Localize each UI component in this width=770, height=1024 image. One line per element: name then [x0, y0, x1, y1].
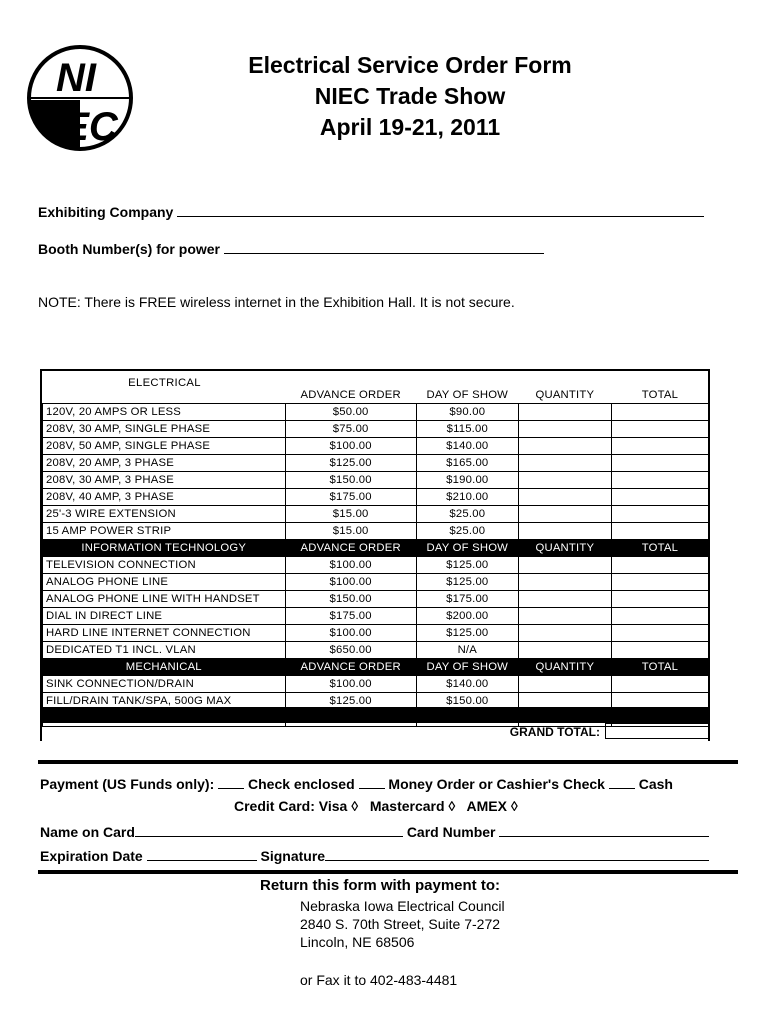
- table-row: [43, 506, 709, 523]
- table-row: [43, 642, 709, 659]
- col-quantity: QUANTITY: [518, 659, 611, 676]
- total-cell[interactable]: [611, 625, 708, 642]
- check-enclosed-label: Check enclosed: [248, 776, 355, 792]
- quantity-cell[interactable]: [518, 591, 611, 608]
- section-header-it: [43, 540, 709, 557]
- total-cell[interactable]: [611, 472, 708, 489]
- exhibiting-company-field[interactable]: [177, 202, 704, 217]
- divider-top: [38, 760, 738, 764]
- total-cell[interactable]: [611, 404, 708, 421]
- expiration-row: [40, 846, 709, 864]
- visa-option[interactable]: Visa ◊: [318, 798, 359, 814]
- return-street: 2840 S. 70th Street, Suite 7-272: [300, 916, 501, 932]
- grand-total-field[interactable]: [605, 723, 709, 739]
- table-footer-bar: [42, 707, 709, 723]
- total-cell[interactable]: [611, 574, 708, 591]
- col-advance-order: ADVANCE ORDER: [285, 659, 416, 676]
- order-table: [42, 387, 709, 727]
- advance-price: $150.00: [285, 591, 416, 608]
- page-title-block: [200, 50, 620, 143]
- item-name: ANALOG PHONE LINE: [43, 574, 286, 591]
- total-cell[interactable]: [611, 438, 708, 455]
- section-heading-mechanical: MECHANICAL: [43, 659, 286, 676]
- col-total: TOTAL: [611, 659, 708, 676]
- quantity-cell[interactable]: [518, 404, 611, 421]
- day-of-show-price: $210.00: [416, 489, 518, 506]
- table-row: [43, 472, 709, 489]
- day-of-show-price: $125.00: [416, 574, 518, 591]
- quantity-cell[interactable]: [518, 642, 611, 659]
- total-cell[interactable]: [611, 523, 708, 540]
- total-cell[interactable]: [611, 591, 708, 608]
- item-name: TELEVISION CONNECTION: [43, 557, 286, 574]
- name-on-card-field[interactable]: [135, 822, 403, 837]
- advance-price: $15.00: [285, 506, 416, 523]
- section-header-mechanical: [43, 659, 709, 676]
- money-order-blank[interactable]: [359, 774, 385, 789]
- quantity-cell[interactable]: [518, 455, 611, 472]
- return-fax: or Fax it to 402-483-4481: [300, 972, 458, 988]
- day-of-show-price: $25.00: [416, 506, 518, 523]
- day-of-show-price: $140.00: [416, 438, 518, 455]
- card-number-field[interactable]: [499, 822, 709, 837]
- total-cell[interactable]: [611, 608, 708, 625]
- quantity-cell[interactable]: [518, 421, 611, 438]
- quantity-cell[interactable]: [518, 438, 611, 455]
- col-advance-order: ADVANCE ORDER: [285, 540, 416, 557]
- table-row: [43, 591, 709, 608]
- total-cell[interactable]: [611, 489, 708, 506]
- logo-text-ec: EC: [62, 105, 118, 149]
- day-of-show-price: $175.00: [416, 591, 518, 608]
- item-name: DIAL IN DIRECT LINE: [43, 608, 286, 625]
- advance-price: $100.00: [285, 557, 416, 574]
- col-day-of-show: DAY OF SHOW: [426, 389, 509, 401]
- page-subtitle: NIEC Trade Show: [314, 83, 506, 109]
- item-name: 208V, 30 AMP, 3 PHASE: [43, 472, 286, 489]
- item-name: 208V, 40 AMP, 3 PHASE: [43, 489, 286, 506]
- col-day-of-show: DAY OF SHOW: [416, 540, 518, 557]
- expiration-field[interactable]: [147, 846, 257, 861]
- table-row: [43, 676, 709, 693]
- col-total: TOTAL: [611, 540, 708, 557]
- quantity-cell[interactable]: [518, 523, 611, 540]
- item-name: 15 AMP POWER STRIP: [43, 523, 286, 540]
- total-cell[interactable]: [611, 455, 708, 472]
- logo-text-ni: NI: [56, 56, 96, 100]
- signature-field[interactable]: [325, 846, 709, 861]
- day-of-show-price: N/A: [416, 642, 518, 659]
- table-row: [43, 574, 709, 591]
- exhibiting-company-row: [38, 202, 704, 220]
- section-heading-electrical: ELECTRICAL: [128, 377, 201, 389]
- day-of-show-price: $190.00: [416, 472, 518, 489]
- money-order-label: Money Order or Cashier's Check: [388, 776, 605, 792]
- item-name: DEDICATED T1 INCL. VLAN: [43, 642, 286, 659]
- table-row: [43, 625, 709, 642]
- total-cell[interactable]: [611, 557, 708, 574]
- advance-price: $125.00: [285, 455, 416, 472]
- item-name: SINK CONNECTION/DRAIN: [43, 676, 286, 693]
- advance-price: $50.00: [285, 404, 416, 421]
- table-row: [43, 438, 709, 455]
- card-number-label: Card Number: [406, 824, 496, 840]
- quantity-cell[interactable]: [518, 472, 611, 489]
- payment-row: [40, 774, 673, 792]
- table-row: [43, 489, 709, 506]
- page-date: April 19-21, 2011: [319, 114, 501, 140]
- divider-bottom: [38, 870, 738, 874]
- advance-price: $100.00: [285, 574, 416, 591]
- advance-price: $175.00: [285, 489, 416, 506]
- quantity-cell[interactable]: [518, 608, 611, 625]
- item-name: 208V, 20 AMP, 3 PHASE: [43, 455, 286, 472]
- section-heading-it: INFORMATION TECHNOLOGY: [43, 540, 286, 557]
- table-row: [43, 608, 709, 625]
- table-row: [43, 557, 709, 574]
- advance-price: $175.00: [285, 608, 416, 625]
- advance-price: $100.00: [285, 625, 416, 642]
- booth-number-row: [38, 239, 544, 257]
- day-of-show-price: $165.00: [416, 455, 518, 472]
- day-of-show-price: $25.00: [416, 523, 518, 540]
- exhibiting-company-label: Exhibiting Company: [38, 204, 174, 220]
- cash-label: Cash: [638, 776, 673, 792]
- advance-price: $15.00: [285, 523, 416, 540]
- name-on-card-label: Name on Card: [40, 824, 135, 840]
- credit-card-row: [234, 798, 518, 814]
- item-name: HARD LINE INTERNET CONNECTION: [43, 625, 286, 642]
- quantity-cell[interactable]: [518, 506, 611, 523]
- advance-price: $650.00: [285, 642, 416, 659]
- check-enclosed-blank[interactable]: [218, 774, 244, 789]
- table-row: [43, 404, 709, 421]
- total-cell[interactable]: [611, 676, 708, 693]
- day-of-show-price: $125.00: [416, 625, 518, 642]
- item-name: ANALOG PHONE LINE WITH HANDSET: [43, 591, 286, 608]
- day-of-show-price: $200.00: [416, 608, 518, 625]
- col-quantity: QUANTITY: [535, 389, 595, 401]
- niec-logo: [26, 44, 134, 152]
- expiration-label: Expiration Date: [40, 848, 143, 864]
- item-name: 208V, 30 AMP, SINGLE PHASE: [43, 421, 286, 438]
- booth-number-label: Booth Number(s) for power: [38, 241, 220, 257]
- advance-price: $100.00: [285, 676, 416, 693]
- cash-blank[interactable]: [609, 774, 635, 789]
- col-advance-order: ADVANCE ORDER: [300, 389, 401, 401]
- col-quantity: QUANTITY: [518, 540, 611, 557]
- quantity-cell[interactable]: [518, 557, 611, 574]
- advance-price: $150.00: [285, 472, 416, 489]
- quantity-cell[interactable]: [518, 489, 611, 506]
- quantity-cell[interactable]: [518, 625, 611, 642]
- quantity-cell[interactable]: [518, 574, 611, 591]
- card-name-row: [40, 822, 709, 840]
- amex-option[interactable]: AMEX ◊: [466, 798, 518, 814]
- day-of-show-price: $150.00: [416, 693, 518, 710]
- day-of-show-price: $90.00: [416, 404, 518, 421]
- day-of-show-price: $140.00: [416, 676, 518, 693]
- table-header-row: [43, 387, 709, 404]
- page-title: Electrical Service Order Form: [248, 52, 572, 78]
- col-total: TOTAL: [641, 389, 679, 401]
- item-name: 208V, 50 AMP, SINGLE PHASE: [43, 438, 286, 455]
- item-name: 120V, 20 AMPS OR LESS: [43, 404, 286, 421]
- advance-price: $125.00: [285, 693, 416, 710]
- booth-number-field[interactable]: [224, 239, 544, 254]
- advance-price: $75.00: [285, 421, 416, 438]
- total-cell[interactable]: [611, 421, 708, 438]
- grand-total-label: GRAND TOTAL:: [509, 725, 600, 739]
- table-row: [43, 455, 709, 472]
- col-day-of-show: DAY OF SHOW: [416, 659, 518, 676]
- total-cell[interactable]: [611, 506, 708, 523]
- day-of-show-price: $125.00: [416, 557, 518, 574]
- table-row: [43, 523, 709, 540]
- table-row: [43, 421, 709, 438]
- return-city: Lincoln, NE 68506: [300, 934, 415, 950]
- item-name: FILL/DRAIN TANK/SPA, 500G MAX: [43, 693, 286, 710]
- return-org: Nebraska Iowa Electrical Council: [300, 898, 505, 914]
- day-of-show-price: $115.00: [416, 421, 518, 438]
- signature-label: Signature: [260, 848, 326, 864]
- advance-price: $100.00: [285, 438, 416, 455]
- return-title: Return this form with payment to:: [260, 877, 500, 894]
- mastercard-option[interactable]: Mastercard ◊: [369, 798, 456, 814]
- wireless-note: NOTE: There is FREE wireless internet in the Exhibition Hall. It is not secure.: [38, 294, 515, 310]
- item-name: 25'-3 WIRE EXTENSION: [43, 506, 286, 523]
- total-cell[interactable]: [611, 642, 708, 659]
- credit-card-label: Credit Card:: [234, 798, 315, 814]
- quantity-cell[interactable]: [518, 676, 611, 693]
- payment-label: Payment (US Funds only):: [40, 776, 215, 792]
